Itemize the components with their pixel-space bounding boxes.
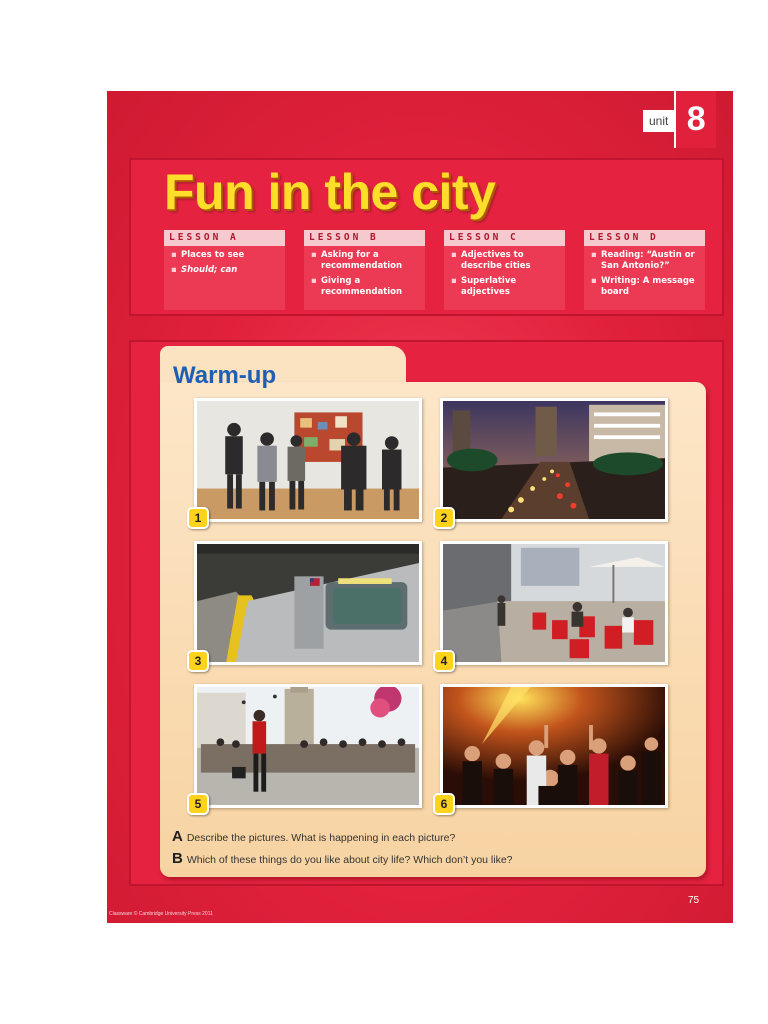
unit-title: Fun in the city — [164, 164, 496, 220]
lesson-item: ▪ Adjectives to describe cities — [451, 250, 561, 272]
question-b — [172, 850, 513, 867]
photo-number-badge: 4 — [433, 650, 455, 672]
lesson-heading: LESSON D — [584, 230, 705, 246]
lesson-item: ▪ Superlative adjectives — [451, 276, 561, 298]
lesson-item: ▪ Should; can — [171, 265, 281, 276]
lesson-item: ▪ Places to see — [171, 250, 281, 261]
subway-train-photo — [194, 541, 422, 665]
street-performer-photo — [194, 684, 422, 808]
warmup-title: Warm-up — [173, 362, 277, 389]
nightclub-crowd-photo — [440, 684, 668, 808]
lesson-item: ▪ Reading: “Austin or San Antonio?” — [591, 250, 701, 272]
city-night-traffic-photo — [440, 398, 668, 522]
lesson-heading: LESSON B — [304, 230, 425, 246]
lesson-heading: LESSON C — [444, 230, 565, 246]
lesson-c-box — [444, 230, 565, 310]
copyright-notice: Classware © Cambridge University Press 2011 — [109, 911, 213, 917]
lesson-item: ▪ Giving a recommendation — [311, 276, 421, 298]
outdoor-cafe-photo — [440, 541, 668, 665]
art-gallery-photo — [194, 398, 422, 522]
photo-number-badge: 2 — [433, 507, 455, 529]
photo-number-badge: 3 — [187, 650, 209, 672]
unit-badge — [643, 91, 716, 148]
lesson-d-box — [584, 230, 705, 310]
photo-number-badge: 6 — [433, 793, 455, 815]
lesson-b-box — [304, 230, 425, 310]
question-a — [172, 828, 455, 845]
unit-number: 8 — [674, 91, 716, 148]
question-letter: B — [172, 850, 183, 867]
folder-tab-edge — [376, 346, 406, 384]
photo-number-badge: 5 — [187, 793, 209, 815]
question-letter: A — [172, 828, 183, 845]
page-number: 75 — [688, 895, 700, 906]
question-text: Which of these things do you like about city life? Which don’t you like? — [186, 854, 513, 866]
unit-label: unit — [643, 110, 674, 132]
question-text: Describe the pictures. What is happening in each picture? — [186, 832, 456, 844]
lesson-heading: LESSON A — [164, 230, 285, 246]
photo-number-badge: 1 — [187, 507, 209, 529]
lesson-a-box — [164, 230, 285, 310]
lesson-item: ▪ Asking for a recommendation — [311, 250, 421, 272]
lesson-item: ▪ Writing: A message board — [591, 276, 701, 298]
